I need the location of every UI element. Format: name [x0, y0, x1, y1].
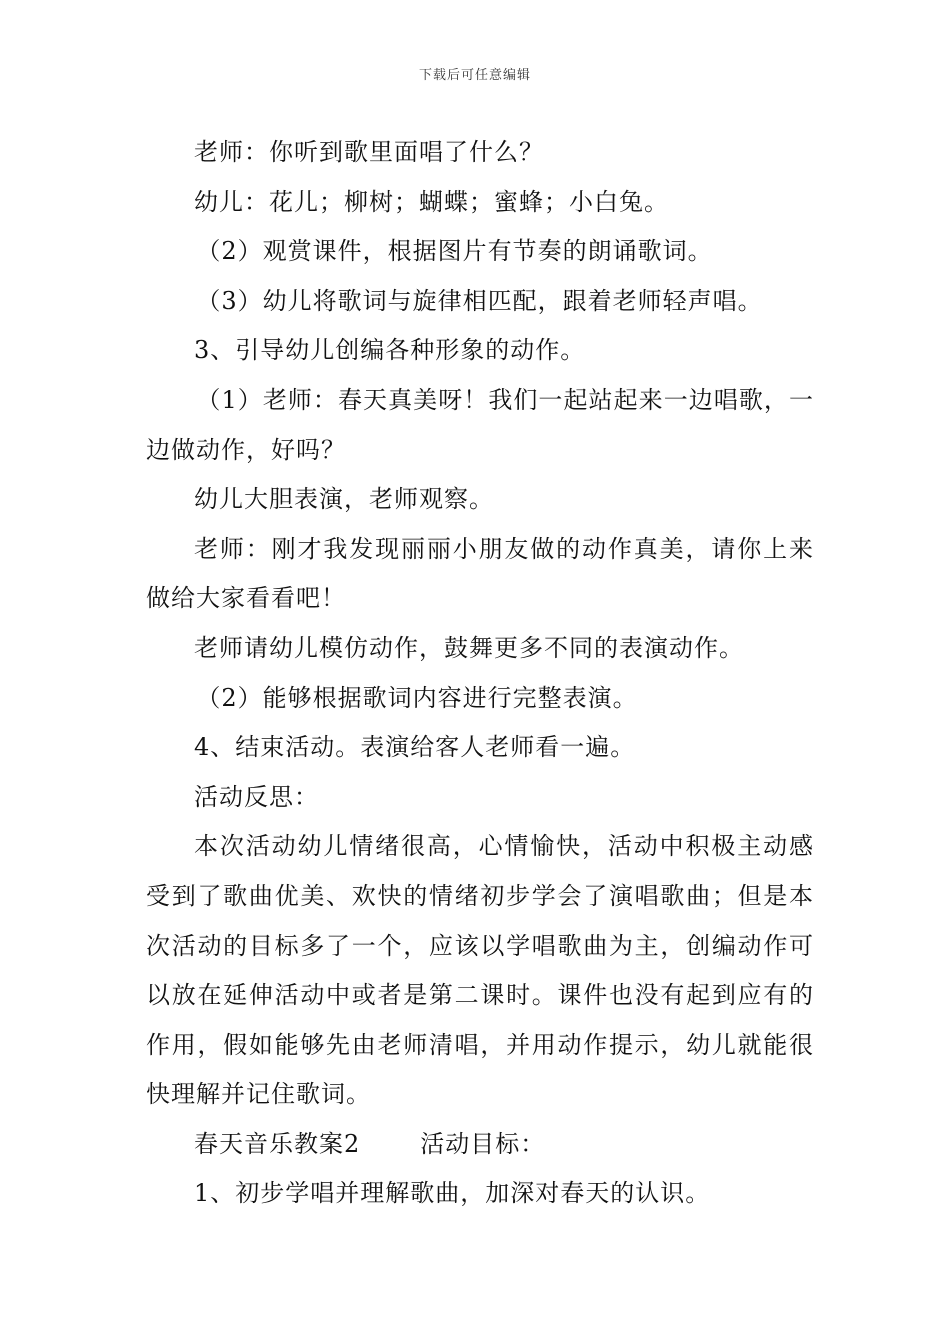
section-subtitle: 活动目标： [420, 1129, 546, 1158]
paragraph: （1）老师：春天真美呀！我们一起站起来一边唱歌，一边做动作，好吗？ [146, 385, 814, 464]
paragraph: （2）观赏课件，根据图片有节奏的朗诵歌词。 [196, 237, 713, 266]
paragraph: 幼儿大胆表演，老师观察。 [194, 485, 494, 514]
paragraph: 老师请幼儿模仿动作，鼓舞更多不同的表演动作。 [194, 633, 744, 662]
section-title: 春天音乐教案2 [194, 1129, 361, 1158]
page-header-note: 下载后可任意编辑 [418, 68, 531, 83]
paragraph: 幼儿：花儿；柳树；蝴蝶；蜜蜂；小白兔。 [194, 187, 669, 216]
document-body [146, 128, 814, 1219]
paragraph: （2）能够根据歌词内容进行完整表演。 [196, 683, 638, 712]
paragraph: 1、初步学唱并理解歌曲，加深对春天的认识。 [194, 1179, 711, 1208]
paragraph: 3、引导幼儿创编各种形象的动作。 [194, 336, 586, 365]
section-heading [146, 1120, 814, 1170]
reflection-paragraph: 本次活动幼儿情绪很高，心情愉快，活动中积极主动感受到了歌曲优美、欢快的情绪初步学会了演唱歌曲；但是本次活动的目标多了一个，应该以学唱歌曲为主，创编动作可以放在延伸活动中或者是第二课时。课件也没有起到应有的作用，假如能够先由老师清唱，并用动作提示，幼儿就能很快理解并记住歌词。 [146, 832, 814, 1109]
paragraph: 老师：刚才我发现丽丽小朋友做的动作真美，请你上来做给大家看看吧！ [146, 534, 814, 613]
paragraph: 活动反思： [194, 782, 319, 811]
paragraph: （3）幼儿将歌词与旋律相匹配，跟着老师轻声唱。 [196, 286, 763, 315]
paragraph: 老师：你听到歌里面唱了什么？ [194, 138, 544, 166]
paragraph: 4、结束活动。表演给客人老师看一遍。 [194, 733, 636, 762]
